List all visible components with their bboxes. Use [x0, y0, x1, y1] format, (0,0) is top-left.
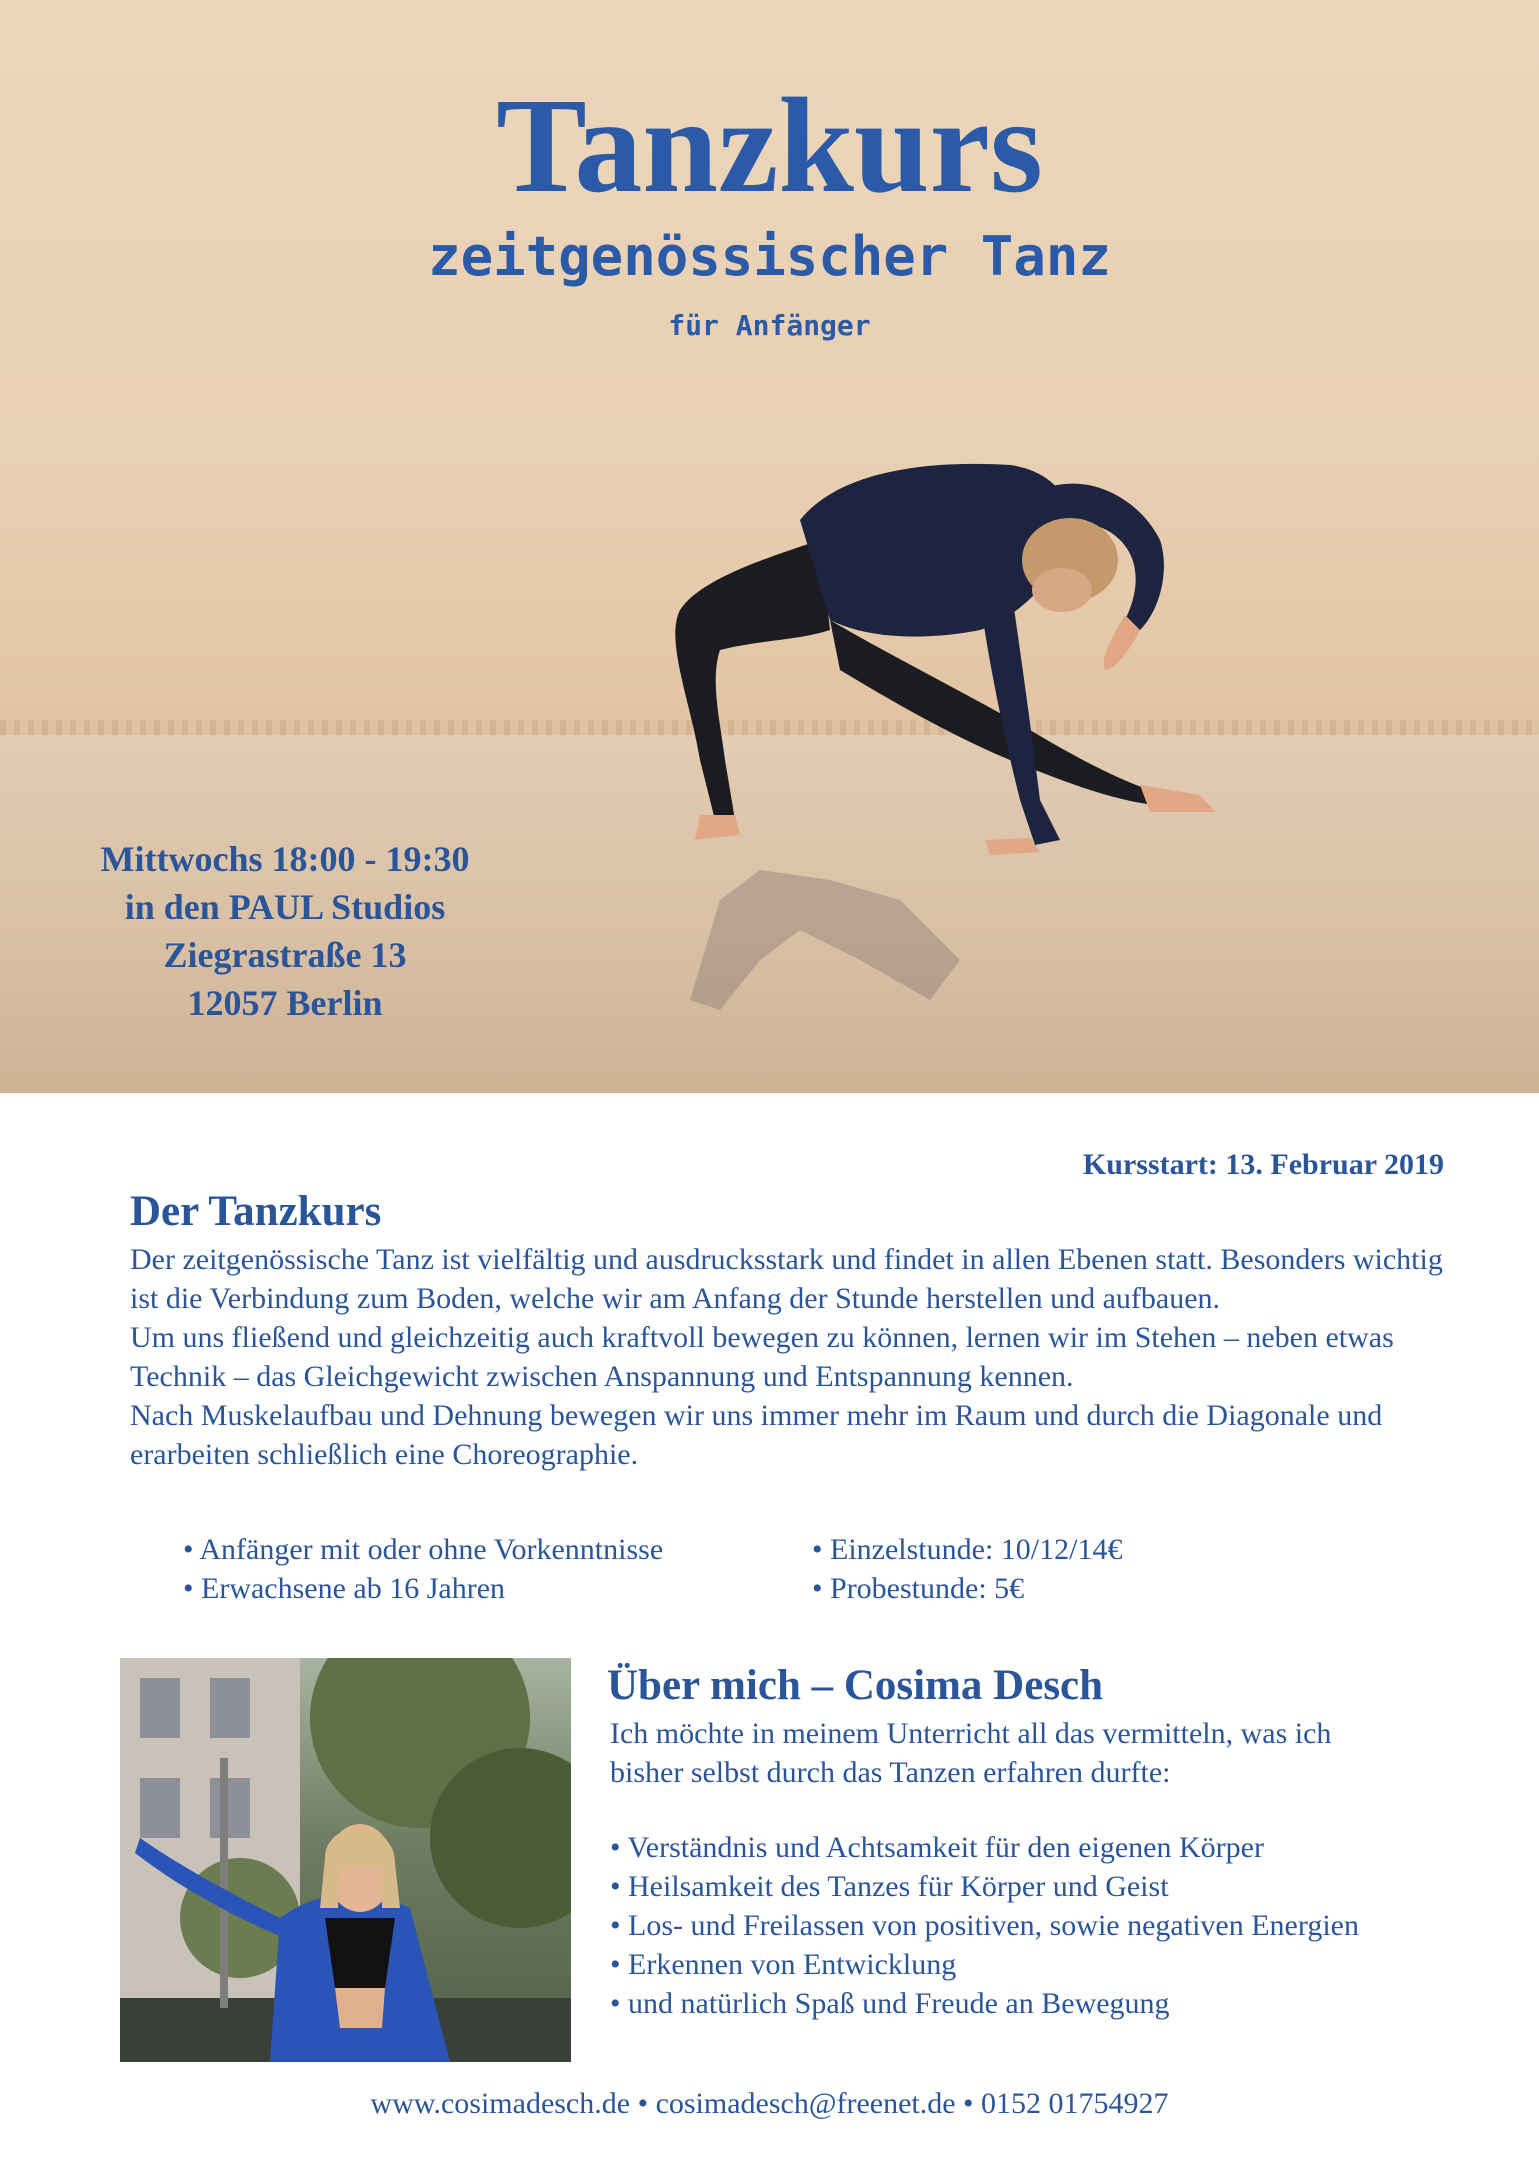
about-intro-line: bisher selbst durch das Tanzen erfahren durfte:: [610, 1756, 1171, 1789]
participant-list: [183, 1530, 663, 1608]
list-item: • Probestunde: 5€: [812, 1572, 1025, 1605]
list-item: • Einzelstunde: 10/12/14€: [812, 1533, 1123, 1566]
poster-subtitle: zeitgenössischer Tanz: [428, 225, 1111, 288]
list-item: • Heilsamkeit des Tanzes für Körper und Geist: [610, 1870, 1169, 1903]
course-paragraph: Der zeitgenössische Tanz ist vielfältig und ausdrucksstark und findet in allen Ebenen statt. Besonders wichtig ist die Verbindung zum Boden, welche wir am Anfang der Stunde herstellen und aufbauen.: [130, 1243, 1443, 1315]
list-item: • Anfänger mit oder ohne Vorkenntnisse: [183, 1533, 664, 1566]
price-list: [812, 1530, 1122, 1608]
contact-footer: www.cosimadesch.de • cosimadesch@freenet.de • 0152 01754927: [370, 2087, 1169, 2120]
list-item: • und natürlich Spaß und Freude an Bewegung: [610, 1987, 1170, 2020]
about-intro: [610, 1714, 1490, 1792]
list-item: • Erkennen von Entwicklung: [610, 1948, 957, 1981]
portrait-photo: [120, 1658, 571, 2062]
course-heading: Der Tanzkurs: [130, 1188, 382, 1235]
schedule-line: Ziegrastraße 13: [163, 935, 407, 975]
schedule-line: in den PAUL Studios: [124, 887, 446, 927]
portrait-illustration: [120, 1658, 571, 2062]
course-description: [130, 1240, 1450, 1474]
about-intro-line: Ich möchte in meinem Unterricht all das vermitteln, was ich: [610, 1717, 1332, 1750]
list-item: • Los- und Freilassen von positiven, sowie negativen Energien: [610, 1909, 1359, 1942]
course-paragraph: Nach Muskelaufbau und Dehnung bewegen wir uns immer mehr im Raum und durch die Diagonale und erarbeiten schließlich eine Choreographie.: [130, 1399, 1383, 1471]
about-list: [610, 1828, 1359, 2023]
about-heading: Über mich – Cosima Desch: [607, 1662, 1104, 1709]
schedule-line: Mittwochs 18:00 - 19:30: [100, 839, 470, 879]
list-item: • Erwachsene ab 16 Jahren: [183, 1572, 506, 1605]
audience-label: für Anfänger: [668, 309, 871, 342]
list-item: • Verständnis und Achtsamkeit für den eigenen Körper: [610, 1831, 1264, 1864]
poster-title: Tanzkurs: [496, 71, 1043, 221]
course-start-date: Kursstart: 13. Februar 2019: [1082, 1148, 1444, 1181]
schedule-line: 12057 Berlin: [187, 983, 383, 1023]
course-paragraph: Um uns fließend und gleichzeitig auch kraftvoll bewegen zu können, lernen wir im Stehen – neben etwas Technik – das Gleichgewicht zwischen Anspannung und Entspannung kennen.: [130, 1321, 1394, 1393]
schedule-block: [70, 835, 500, 1027]
